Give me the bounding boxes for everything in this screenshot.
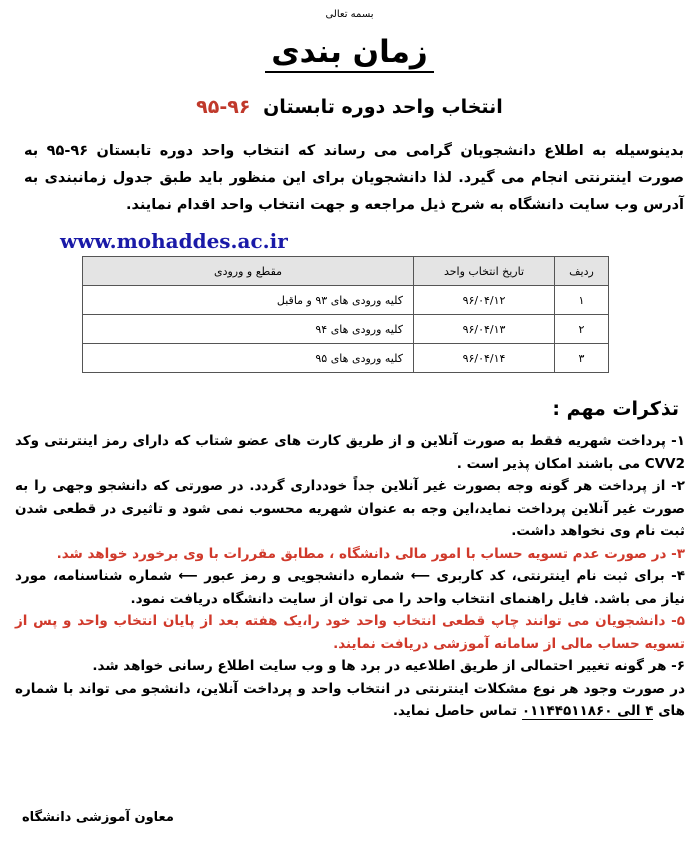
- row-date: ۹۶/۰۴/۱۴: [414, 344, 555, 373]
- row-number: ۳: [555, 344, 609, 373]
- table-row: [83, 286, 609, 315]
- row-date: ۹۶/۰۴/۱۳: [414, 315, 555, 344]
- intro-paragraph: بدینوسیله به اطلاع دانشجویان گرامی می رساند که انتخاب واحد دوره تابستان ۹۶-۹۵ به صورت اینترنتی انجام می گیرد. لذا دانشجویان برای این منظور باید طبق جدول زمانبندی به آدرس وب سایت دانشگاه به شرح ذیل مراجعه و جهت انتخاب واحد اقدام نمایند.: [24, 143, 684, 213]
- notes-heading: تذکرات مهم :: [552, 398, 679, 420]
- row-entry: کلیه ورودی های ۹۴: [83, 315, 414, 344]
- row-number: ۲: [555, 315, 609, 344]
- page-title: [0, 34, 699, 70]
- basmala: بسمه تعالی: [325, 9, 374, 20]
- table-header-row: [83, 257, 609, 286]
- note-4-part-1: ۴- برای ثبت نام اینترنتی، کد کاربری: [436, 568, 686, 584]
- schedule-table: [82, 256, 609, 373]
- note-4-part-3: شماره شناسنامه، مورد نیاز می باشد. فایل راهنمای انتخاب واحد را می توان از سایت دانشگاه دریافت نمود.: [15, 568, 685, 607]
- arrow-left-icon: ⟵: [410, 568, 431, 584]
- website-link[interactable]: www.mohaddes.ac.ir: [60, 229, 288, 253]
- subtitle-year: ۹۶-۹۵: [196, 96, 251, 118]
- column-header-date: تاریخ انتخاب واحد: [414, 257, 555, 286]
- note-7: [15, 678, 685, 723]
- note-3: ۳- در صورت عدم تسویه حساب با امور مالی دانشگاه ، مطابق مقررات با وی برخورد خواهد شد.: [56, 545, 685, 562]
- notes-list: [15, 430, 685, 723]
- note-2: ۲- از پرداخت هر گونه وجه بصورت غیر آنلاین جداً خودداری گردد. در صورتی که دانشجو وجهی را به صورت غیر آنلاین پرداخت نماید،این وجه به عنوان شهریه محسوب نمی شود و تاثیری در قطعی شدن ثبت نام وی نخواهد داشت.: [15, 478, 685, 539]
- table-row: [83, 315, 609, 344]
- title-text: زمان بندی: [265, 34, 434, 73]
- row-number: ۱: [555, 286, 609, 315]
- contact-phone: ۴ الی ۰۱۱۴۴۵۱۱۸۶۰: [521, 703, 654, 719]
- row-entry: کلیه ورودی های ۹۵: [83, 344, 414, 373]
- note-5: ۵- دانشجویان می توانند چاپ قطعی انتخاب واحد خود را،یک هفته بعد از پایان انتخاب واحد و پس از تسویه حساب مالی از سامانه آموزشی دریافت نمایند.: [15, 613, 685, 652]
- note-7-part-1: در صورت وجود هر نوع مشکلات اینترنتی در انتخاب واحد و پرداخت آنلاین، دانشجو می تواند با شماره های: [15, 680, 685, 719]
- subtitle-text: انتخاب واحد دوره تابستان: [263, 96, 503, 118]
- row-entry: کلیه ورودی های ۹۳ و ماقبل: [83, 286, 414, 315]
- signature: معاون آموزشی دانشگاه: [22, 810, 174, 825]
- column-header-entry: مقطع و ورودی: [83, 257, 414, 286]
- table-row: [83, 344, 609, 373]
- subtitle: [0, 96, 699, 118]
- note-4-part-2: شماره دانشجویی و رمز عبور: [204, 568, 405, 584]
- note-6: ۶- هر گونه تغییر احتمالی از طریق اطلاعیه در برد ها و وب سایت اطلاع رسانی خواهد شد.: [92, 658, 685, 674]
- arrow-left-icon: ⟵: [178, 568, 198, 584]
- column-header-row-number: ردیف: [555, 257, 609, 286]
- row-date: ۹۶/۰۴/۱۲: [414, 286, 555, 315]
- note-4: [15, 565, 685, 610]
- note-7-part-2: تماس حاصل نماید.: [392, 703, 518, 719]
- note-1: ۱- پرداخت شهریه فقط به صورت آنلاین و از طریق کارت های عضو شتاب که دارای رمز اینترنتی وکد CVV2 می باشند امکان پذیر است .: [15, 433, 685, 472]
